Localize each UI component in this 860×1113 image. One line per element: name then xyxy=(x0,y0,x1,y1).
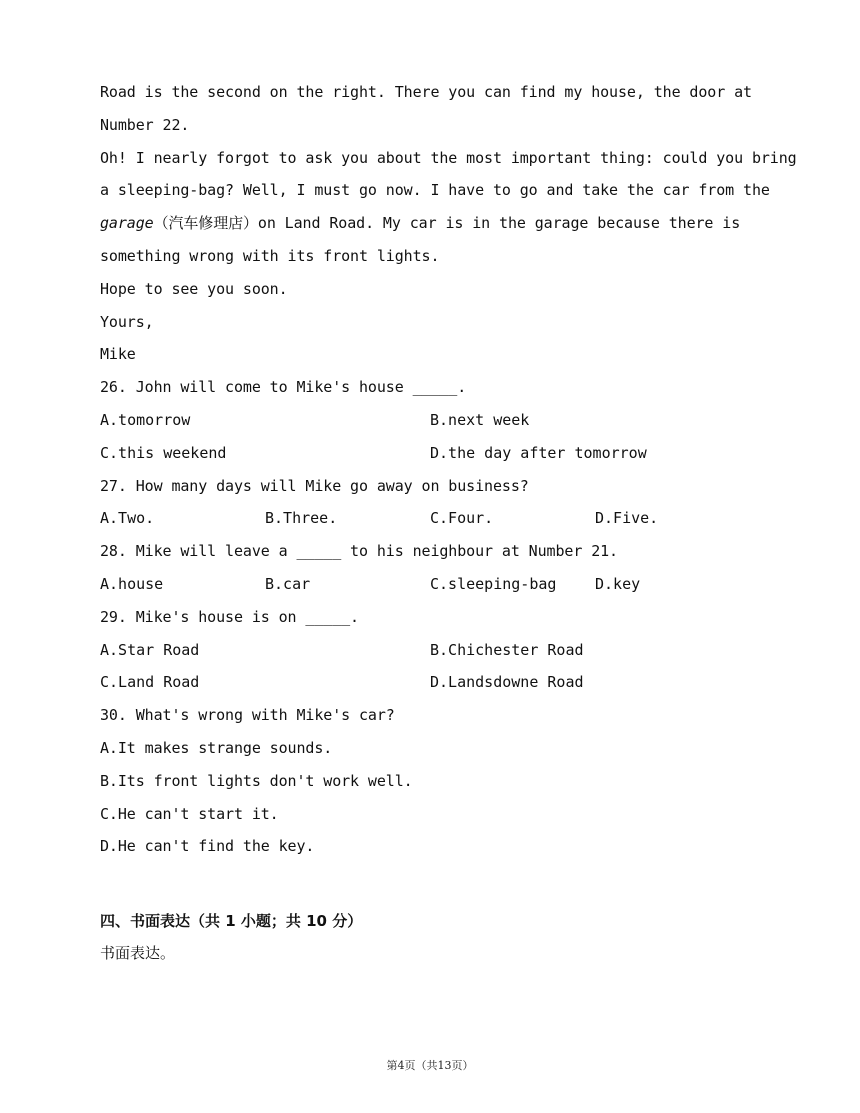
option-d: D.He can't find the key. xyxy=(100,837,315,856)
question-29 xyxy=(100,601,770,699)
option-a: A.Two. xyxy=(100,509,155,528)
passage-line: Yours, xyxy=(100,312,154,331)
option-row xyxy=(100,437,770,470)
question-26 xyxy=(100,371,770,469)
option-c: C.this weekend xyxy=(100,443,227,462)
option-c: C.Four. xyxy=(430,509,494,528)
question-stem: 27. How many days will Mike go away on business? xyxy=(100,476,529,495)
option-row xyxy=(100,666,770,699)
question-28 xyxy=(100,535,770,601)
passage-line: a sleeping-bag? Well, I must go now. I have to go and take the car from the xyxy=(100,181,770,200)
passage-line: something wrong with its front lights. xyxy=(100,246,440,265)
page-content xyxy=(100,76,797,969)
passage-line: Hope to see you soon. xyxy=(100,279,288,298)
option-row xyxy=(100,404,770,437)
passage-line xyxy=(100,207,770,240)
question-stem: 30. What's wrong with Mike's car? xyxy=(100,706,395,725)
option-row xyxy=(100,502,770,535)
option-b: B.Its front lights don't work well. xyxy=(100,771,413,790)
option-d: D.key xyxy=(595,574,641,593)
passage-text: （汽车修理店）on Land Road. My car is in the garage because there is xyxy=(153,214,741,233)
option-row xyxy=(100,568,770,601)
option-b: B.Chichester Road xyxy=(430,640,584,659)
passage-line: Oh! I nearly forgot to ask you about the most important thing: could you bring xyxy=(100,148,797,167)
option-a: A.It makes strange sounds. xyxy=(100,738,333,757)
option-a: A.house xyxy=(100,574,164,593)
option-b: B.next week xyxy=(430,410,530,429)
option-b: B.car xyxy=(265,574,311,593)
question-27 xyxy=(100,470,770,536)
passage-signature: Mike xyxy=(100,345,136,364)
option-d: D.the day after tomorrow xyxy=(430,443,647,462)
question-stem: 28. Mike will leave a _____ to his neighbour at Number 21. xyxy=(100,542,618,561)
option-d: D.Landsdowne Road xyxy=(430,673,584,692)
passage-line: Number 22. xyxy=(100,115,190,134)
option-row xyxy=(100,634,770,667)
question-30 xyxy=(100,699,770,863)
question-stem: 29. Mike's house is on _____. xyxy=(100,607,359,626)
option-d: D.Five. xyxy=(595,509,659,528)
passage-line: Road is the second on the right. There you can find my house, the door at xyxy=(100,83,752,101)
option-b: B.Three. xyxy=(265,509,338,528)
option-a: A.Star Road xyxy=(100,640,200,659)
reading-passage xyxy=(100,76,797,371)
option-c: C.sleeping-bag xyxy=(430,574,557,593)
option-a: A.tomorrow xyxy=(100,410,191,429)
option-c: C.He can't start it. xyxy=(100,804,279,823)
page-footer: 第4页（共13页） xyxy=(386,1059,474,1072)
option-c: C.Land Road xyxy=(100,673,200,692)
section-instruction: 书面表达。 xyxy=(100,944,176,963)
section-heading: 四、书面表达（共 1 小题；共 10 分） xyxy=(100,912,363,931)
question-stem: 26. John will come to Mike's house _____. xyxy=(100,378,467,397)
glossed-word: garage xyxy=(100,214,154,233)
